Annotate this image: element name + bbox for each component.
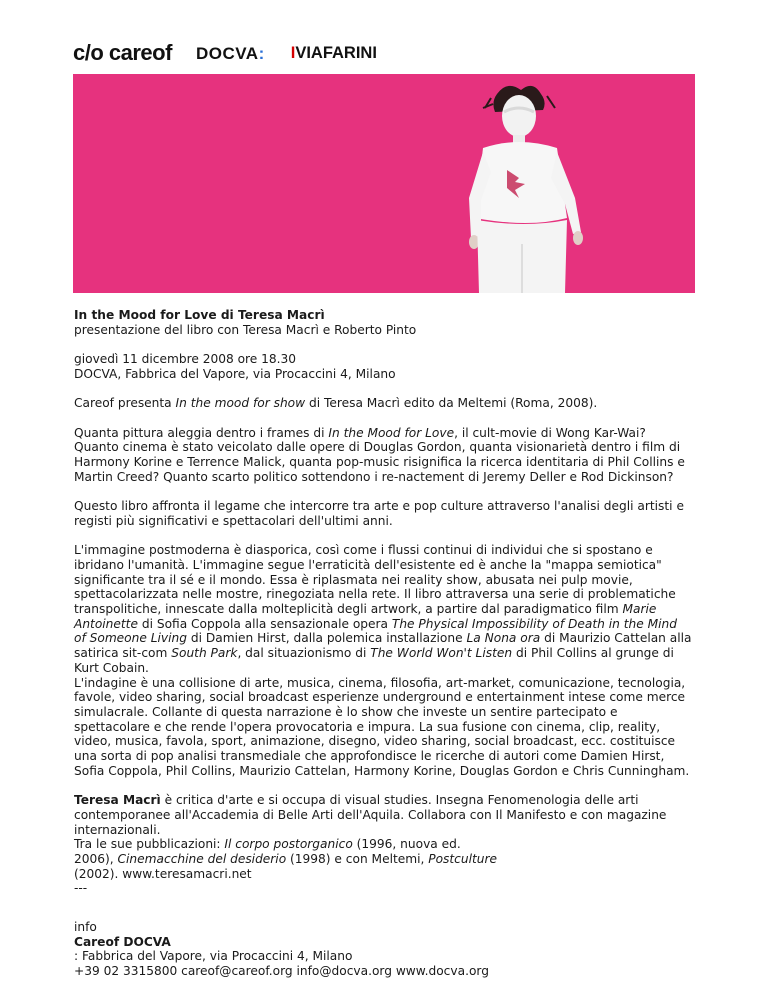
paragraph-questions: Quanta pittura aleggia dentro i frames di In the Mood for Love, il cult-movie di Wong Kar-Wai? Quanto cinema è stato veicolato dalle opere di Douglas Gordon, quanta visionarietà dentro i film di Harmony Korine e Terrence Malick, quanta pop-music risignifica la ricerca identitaria di Phil Collins e Martin Creed? Quanto scarto politico sottendono i re-nactement di Jeremy Deller e Rod Dickinson? xyxy=(74,425,685,484)
docva-logo-text: DOCVA xyxy=(195,43,259,63)
event-date: giovedì 11 dicembre 2008 ore 18.30 xyxy=(74,352,297,367)
viafarini-logo-text: VIAFARINI xyxy=(295,43,377,62)
event-title: In the Mood for Love di Teresa Macrì xyxy=(74,308,325,322)
logo-bar xyxy=(73,40,377,66)
book-title: In the mood for show xyxy=(175,396,306,411)
event-subtitle: presentazione del libro con Teresa Macrì e Roberto Pinto xyxy=(74,322,417,337)
paragraph-analysis: L'immagine postmoderna è diasporica, così come i flussi continui di individui che si spostano e ibridano l'umanità. L'immagine segue l'erraticità dell'esistente ed è anche la "mappa semiotica" significante tra il sé e il mondo. Essa è riplasmata nei reality show, abusata nei pulp movie, spettacolarizzata nelle mostre, rinegoziata nella rete. Il libro attraversa una serie di problematiche transpolitiche, innescate dalla molteplicità degli artwork, a partire dal paradigmatico film Marie Antoinette di Sofia Coppola alla sensazionale opera The Physical Impossibility of Death in the Mind of Someone Living di Damien Hirst, dalla polemica installazione La Nona ora di Maurizio Cattelan alla satirica sit-com South Park, dal situazionismo di The World Won't Listen di Phil Collins al grunge di Kurt Cobain. L'indagine è una collisione di arte, musica, cinema, filosofia, art-market, comunicazione, tecnologia, favole, video sharing, social broadcast esperienze underground e entertainment intese come merce simulacrale. Collante di questa narrazione è lo show che investe un sentire partecipato e spettacolare e che rende l'opera provocatoria e impura. La sua fusione con cinema, clip, reality, video, musica, favola, sport, animazione, disegno, video sharing, social broadcast, ecc. costituisce una sorta di pop analisi transmediale che approfondisce le ricerche di autori come Damien Hirst, Sofia Coppola, Phil Collins, Maurizio Cattelan, Harmony Korine, Douglas Gordon e Chris Cunningham. xyxy=(74,543,692,778)
performer-figure-illustration xyxy=(73,74,695,293)
viafarini-logo-bar: I xyxy=(290,43,296,62)
document-body xyxy=(74,308,692,994)
careof-logo: c/o careof xyxy=(73,40,172,65)
separator: --- xyxy=(74,881,88,896)
paragraph-summary: Questo libro affronta il legame che intercorre tra arte e pop culture attraverso l'analisi degli artisti e registi più significativi e spettacolari dell'ultimi anni. xyxy=(74,499,684,528)
event-details xyxy=(74,352,692,381)
info-block xyxy=(74,920,692,979)
info-contacts[interactable]: +39 02 3315800 careof@careof.org info@docva.org www.docva.org xyxy=(74,964,489,979)
info-address: Careof DOCVA : Fabbrica del Vapore, via Procaccini 4, Milano xyxy=(74,934,353,964)
viafarini-logo xyxy=(291,45,377,62)
hero-image xyxy=(73,74,695,293)
event-header xyxy=(74,308,692,337)
author-bio: Teresa Macrì è critica d'arte e si occupa di visual studies. Insegna Fenomenologia delle arti contemporanee all'Accademia di Belle Arti dell'Aquila. Collabora con Il Manifesto e con magazine internazionali. Tra le sue pubblicazioni: Il corpo postorganico (1996, nuova ed. 2006), Cinemacchine del desiderio (1998) e con Meltemi, Postculture (2002). www.teresamacri.net --- xyxy=(74,793,667,896)
info-label: info xyxy=(74,920,97,935)
author-name: Teresa Macrì xyxy=(74,793,161,808)
docva-logo-mark: : xyxy=(258,43,265,63)
intro-paragraph: Careof presenta In the mood for show di Teresa Macrì edito da Meltemi (Roma, 2008). xyxy=(74,396,598,411)
docva-logo xyxy=(196,45,265,62)
event-venue: DOCVA, Fabbrica del Vapore, via Procaccini 4, Milano xyxy=(74,366,396,381)
author-website[interactable]: (2002). www.teresamacri.net xyxy=(74,866,252,881)
